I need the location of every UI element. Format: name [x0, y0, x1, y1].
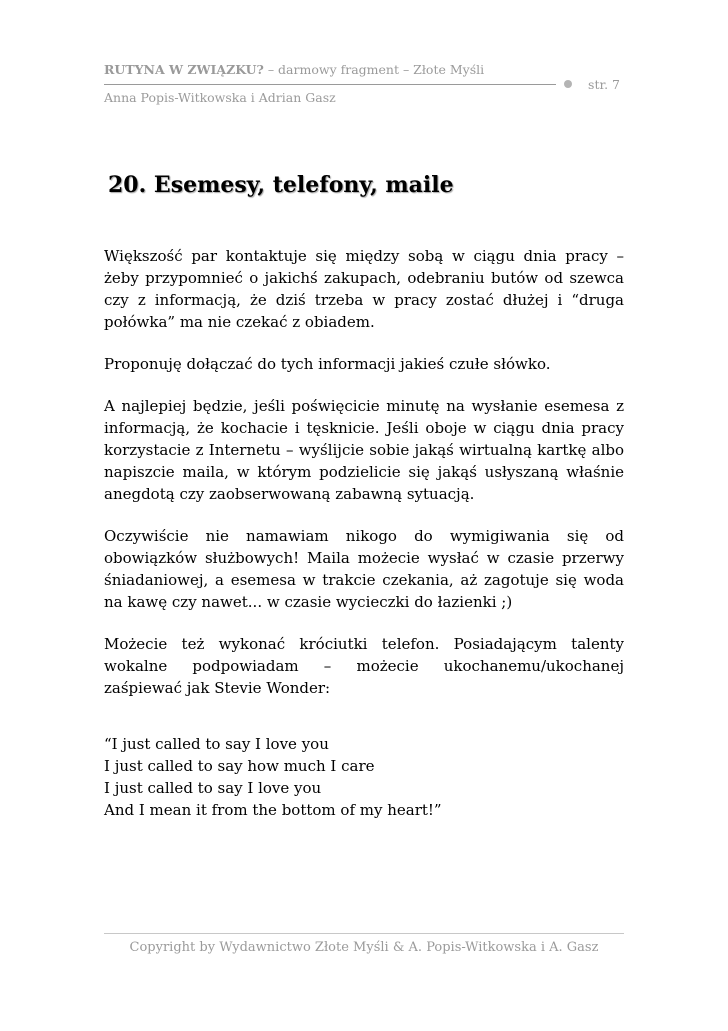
page-header [104, 62, 624, 112]
song-quote [104, 733, 624, 821]
quote-line: And I mean it from the bottom of my heart!” [104, 801, 442, 819]
paragraph: Oczywiście nie namawiam nikogo do wymigiwania się od obowiązków służbowych! Maila możecie wysłać w czasie przerwy śniadaniowej, a esemesa w trakcie czekania, aż zagotuje się woda na kawę czy nawet... w czasie wycieczki do łazienki ;) [104, 527, 624, 611]
quote-line: “I just called to say I love you [104, 735, 329, 753]
paragraph: Większość par kontaktuje się między sobą w ciągu dnia pracy – żeby przypomnieć o jakichś zakupach, odebraniu butów od szewca czy z informacją, że dziś trzeba w pracy zostać dłużej i “druga połówka” ma nie czekać z obiadem. [104, 247, 624, 331]
header-subtitle: – darmowy fragment – Złote Myśli [263, 62, 485, 77]
page-number: str. 7 [588, 77, 620, 92]
paragraph: Możecie też wykonać króciutki telefon. Posiadającym talenty wokalne podpowiadam – możecie ukochanemu/ukochanej zaśpiewać jak Stevie Wonder: [104, 635, 624, 697]
quote-line: I just called to say how much I care [104, 757, 375, 775]
paragraph: A najlepiej będzie, jeśli poświęcicie minutę na wysłanie esemesa z informacją, że kochacie i tęsknicie. Jeśli oboje w ciągu dnia pracy korzystacie z Internetu – wyślijcie sobie jakąś wirtualną kartkę albo napiszcie maila, w którym podzielicie się jakąś usłyszaną właśnie anegdotą czy zaobserwowaną zabawną sytuacją. [104, 397, 624, 503]
quote-line: I just called to say I love you [104, 779, 322, 797]
paragraph: Proponuję dołączać do tych informacji jakieś czułe słówko. [104, 355, 551, 373]
chapter-title: 20. Esemesy, telefony, maile [108, 172, 454, 198]
bullet-icon [564, 80, 572, 88]
body-text [104, 245, 624, 821]
footer-copyright: Copyright by Wydawnictwo Złote Myśli & A. Popis-Witkowska i A. Gasz [129, 940, 599, 955]
header-rule [104, 84, 556, 85]
header-authors: Anna Popis-Witkowska i Adrian Gasz [104, 90, 336, 105]
book-title: RUTYNA W ZWIĄZKU? [104, 62, 264, 77]
header-title-line [104, 62, 484, 77]
footer-rule [104, 933, 624, 934]
